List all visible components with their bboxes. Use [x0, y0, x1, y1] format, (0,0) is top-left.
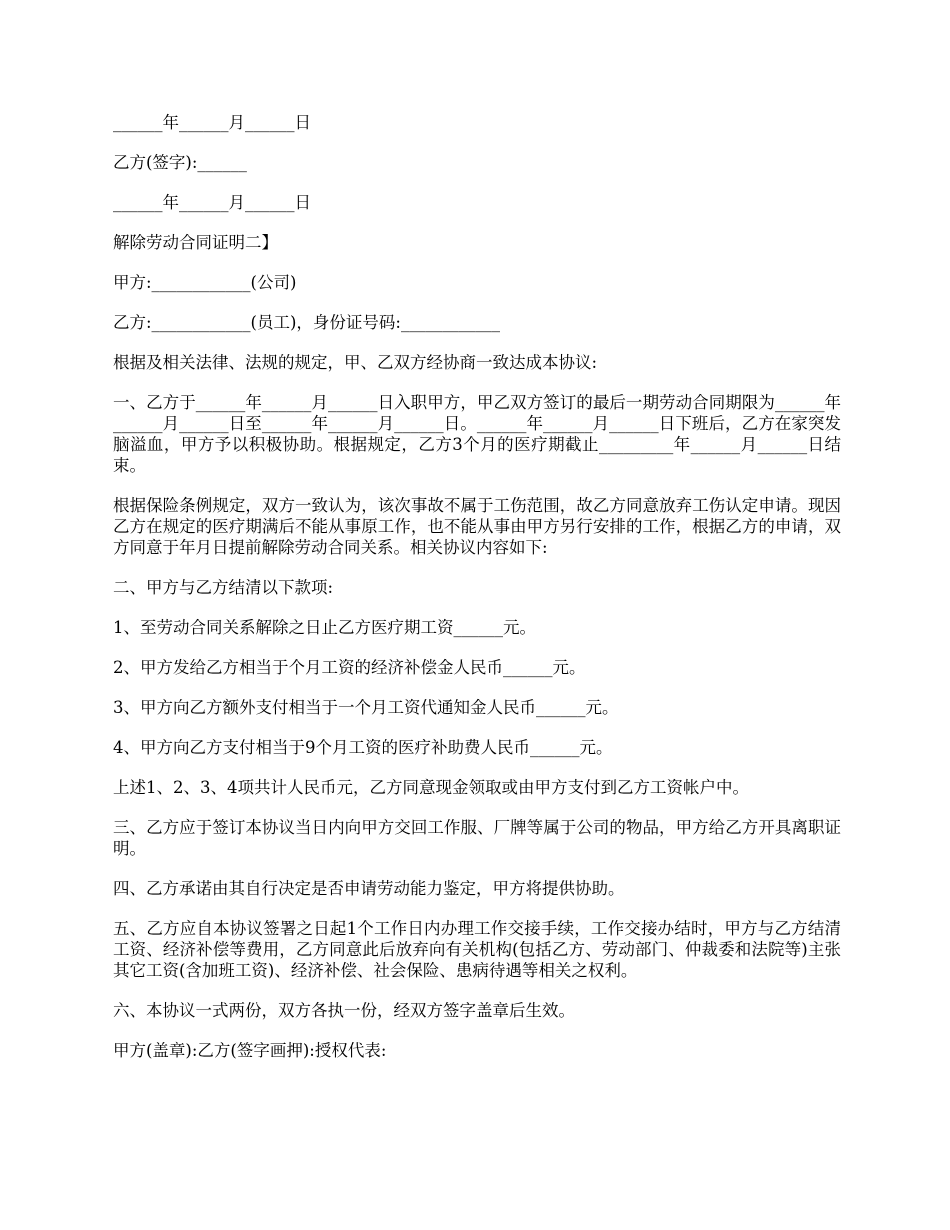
item-4: 4、甲方向乙方支付相当于9个月工资的医疗补助费人民币______元。 [113, 738, 613, 757]
signature-block: 甲方(盖章):乙方(签字画押):授权代表: [113, 1041, 387, 1060]
insurance-paragraph: 根据保险条例规定，双方一致认为，该次事故不属于工伤范围，故乙方同意放弃工伤认定申请。现因乙方在规定的医疗期满后不能从事原工作，也不能从事由甲方另行安排的工作，根据乙方的申请，双方同意于年月日提前解除劳动合同关系。相关协议内容如下: [113, 496, 841, 557]
party-b-signature-line: 乙方(签字):______ [113, 153, 247, 172]
document-page [113, 112, 841, 1080]
items-total: 上述1、2、3、4项共计人民币元，乙方同意现金领取或由甲方支付到乙方工资帐户中。 [113, 778, 749, 797]
clause-2-heading: 二、甲方与乙方结清以下款项: [113, 578, 334, 597]
document-title: 解除劳动合同证明二】 [113, 233, 278, 252]
clause-5: 五、乙方应自本协议签署之日起1个工作日内办理工作交接手续，工作交接办结时，甲方与乙方结清工资、经济补偿等费用，乙方同意此后放弃向有关机构(包括乙方、劳动部门、仲裁委和法院等)主张其它工资(含加班工资)、经济补偿、社会保险、患病待遇等相关之权利。 [113, 919, 841, 980]
date-line-2: ______年______月______日 [113, 193, 311, 212]
item-3: 3、甲方向乙方额外支付相当于一个月工资代通知金人民币______元。 [113, 698, 619, 717]
clause-6: 六、本协议一式两份，双方各执一份，经双方签字盖章后生效。 [113, 1001, 575, 1020]
item-2: 2、甲方发给乙方相当于个月工资的经济补偿金人民币______元。 [113, 658, 586, 677]
clause-4: 四、乙方承诺由其自行决定是否申请劳动能力鉴定，甲方将提供协助。 [113, 879, 625, 898]
party-b-line: 乙方:____________(员工)，身份证号码:____________ [113, 313, 500, 332]
item-1: 1、至劳动合同关系解除之日止乙方医疗期工资______元。 [113, 618, 536, 637]
clause-1: 一、乙方于______年______月______日入职甲方，甲乙双方签订的最后一期劳动合同期限为______年______月______日至______年______月______日。______年______月______日下班后，乙方在家突发脑溢血，甲方予以积极协助。根据规定，乙方3个月的医疗期截止_________年______月______日结束。 [113, 393, 841, 475]
preamble: 根据及相关法律、法规的规定，甲、乙双方经协商一致达成本协议: [113, 353, 598, 372]
date-line-1: ______年______月______日 [113, 113, 311, 132]
clause-3: 三、乙方应于签订本协议当日内向甲方交回工作服、厂牌等属于公司的物品，甲方给乙方开具离职证明。 [113, 818, 841, 858]
party-a-line: 甲方:____________(公司) [113, 273, 297, 292]
